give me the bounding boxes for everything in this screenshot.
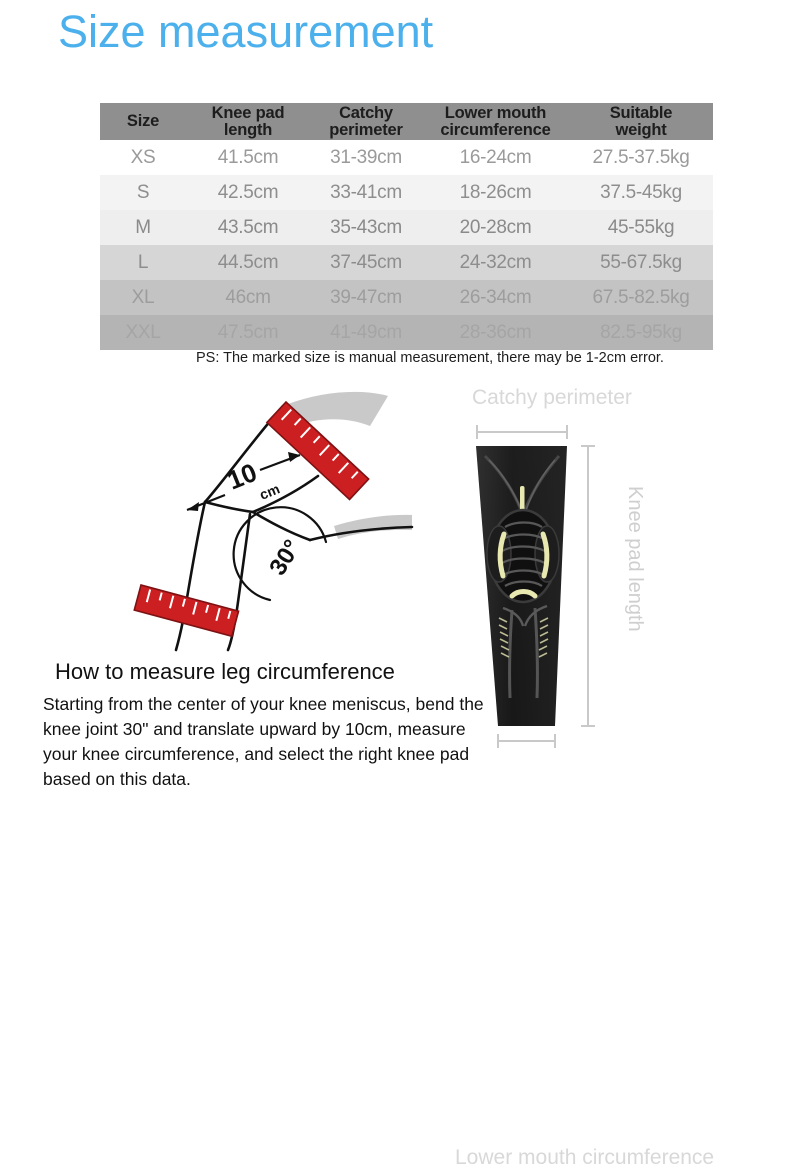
cell-lower-mouth-circumference: 16-24cm bbox=[422, 140, 569, 175]
header-line: Knee pad bbox=[211, 103, 285, 122]
header-line: Suitable bbox=[609, 103, 673, 122]
table-row bbox=[100, 280, 713, 315]
cell-size: XXL bbox=[100, 315, 186, 350]
table-header-row bbox=[100, 103, 713, 140]
cell-suitable-weight: 82.5-95kg bbox=[569, 315, 713, 350]
cell-size: M bbox=[100, 210, 186, 245]
cell-lower-mouth-circumference: 26-34cm bbox=[422, 280, 569, 315]
header-line: Catchy bbox=[339, 103, 393, 122]
dimension-line-catchy-perimeter bbox=[477, 425, 567, 439]
table-row bbox=[100, 245, 713, 280]
cell-size: XL bbox=[100, 280, 186, 315]
arrow-head-right bbox=[288, 452, 300, 462]
cell-lower-mouth-circumference: 18-26cm bbox=[422, 175, 569, 210]
table-row bbox=[100, 175, 713, 210]
cell-catchy-perimeter: 33-41cm bbox=[310, 175, 422, 210]
column-header-catchy-perimeter bbox=[310, 103, 422, 140]
label-catchy-perimeter: Catchy perimeter bbox=[472, 386, 632, 409]
cell-catchy-perimeter: 35-43cm bbox=[310, 210, 422, 245]
header-line: Size bbox=[126, 112, 160, 130]
header-line: weight bbox=[615, 120, 667, 139]
lower-measuring-tape bbox=[134, 585, 238, 636]
cell-suitable-weight: 55-67.5kg bbox=[569, 245, 713, 280]
knee-crease-diagonal bbox=[253, 512, 310, 540]
table-row bbox=[100, 140, 713, 175]
arrow-head-left bbox=[187, 502, 199, 511]
distance-unit-label: cm bbox=[257, 480, 282, 503]
cell-knee-pad-length: 43.5cm bbox=[186, 210, 310, 245]
cell-size: S bbox=[100, 175, 186, 210]
cell-catchy-perimeter: 31-39cm bbox=[310, 140, 422, 175]
cell-catchy-perimeter: 41-49cm bbox=[310, 315, 422, 350]
column-header-knee-pad-length bbox=[186, 103, 310, 140]
ps-note: PS: The marked size is manual measurement, there may be 1-2cm error. bbox=[196, 350, 664, 366]
knee-crease-top bbox=[205, 502, 253, 512]
page-title: Size measurement bbox=[58, 6, 434, 57]
label-lower-mouth-circumference: Lower mouth circumference bbox=[455, 1146, 715, 1169]
column-header-suitable-weight bbox=[569, 103, 713, 140]
size-chart-table bbox=[100, 103, 713, 350]
cell-lower-mouth-circumference: 24-32cm bbox=[422, 245, 569, 280]
header-line: length bbox=[223, 120, 273, 139]
cell-lower-mouth-circumference: 20-28cm bbox=[422, 210, 569, 245]
column-header-lower-mouth-circumference bbox=[422, 103, 569, 140]
cell-knee-pad-length: 46cm bbox=[186, 280, 310, 315]
cell-knee-pad-length: 41.5cm bbox=[186, 140, 310, 175]
dimension-line-lower-mouth bbox=[498, 734, 555, 748]
table-row bbox=[100, 210, 713, 245]
cell-catchy-perimeter: 39-47cm bbox=[310, 280, 422, 315]
cell-suitable-weight: 27.5-37.5kg bbox=[569, 140, 713, 175]
label-knee-pad-length: Knee pad length bbox=[624, 486, 646, 632]
cell-catchy-perimeter: 37-45cm bbox=[310, 245, 422, 280]
column-header-size bbox=[100, 103, 186, 140]
cell-lower-mouth-circumference: 28-36cm bbox=[422, 315, 569, 350]
dimension-line-knee-pad-length bbox=[581, 446, 595, 726]
distance-label: 10 bbox=[223, 456, 262, 496]
howto-heading: How to measure leg circumference bbox=[55, 659, 395, 684]
cell-size: XS bbox=[100, 140, 186, 175]
howto-body-text: Starting from the center of your knee meniscus, bend the knee joint 30" and translate upward by 10cm, measure your knee circumference, and select the right knee pad based on this data. bbox=[43, 694, 484, 789]
cell-size: L bbox=[100, 245, 186, 280]
cell-knee-pad-length: 44.5cm bbox=[186, 245, 310, 280]
table-row bbox=[100, 315, 713, 350]
cell-suitable-weight: 67.5-82.5kg bbox=[569, 280, 713, 315]
header-line: circumference bbox=[440, 120, 551, 139]
cell-suitable-weight: 37.5-45kg bbox=[569, 175, 713, 210]
cell-knee-pad-length: 47.5cm bbox=[186, 315, 310, 350]
header-line: Lower mouth bbox=[444, 103, 547, 122]
cell-suitable-weight: 45-55kg bbox=[569, 210, 713, 245]
header-line: perimeter bbox=[329, 120, 403, 139]
knee-measurement-diagram bbox=[120, 382, 460, 652]
cell-knee-pad-length: 42.5cm bbox=[186, 175, 310, 210]
angle-label: 30° bbox=[264, 535, 307, 581]
